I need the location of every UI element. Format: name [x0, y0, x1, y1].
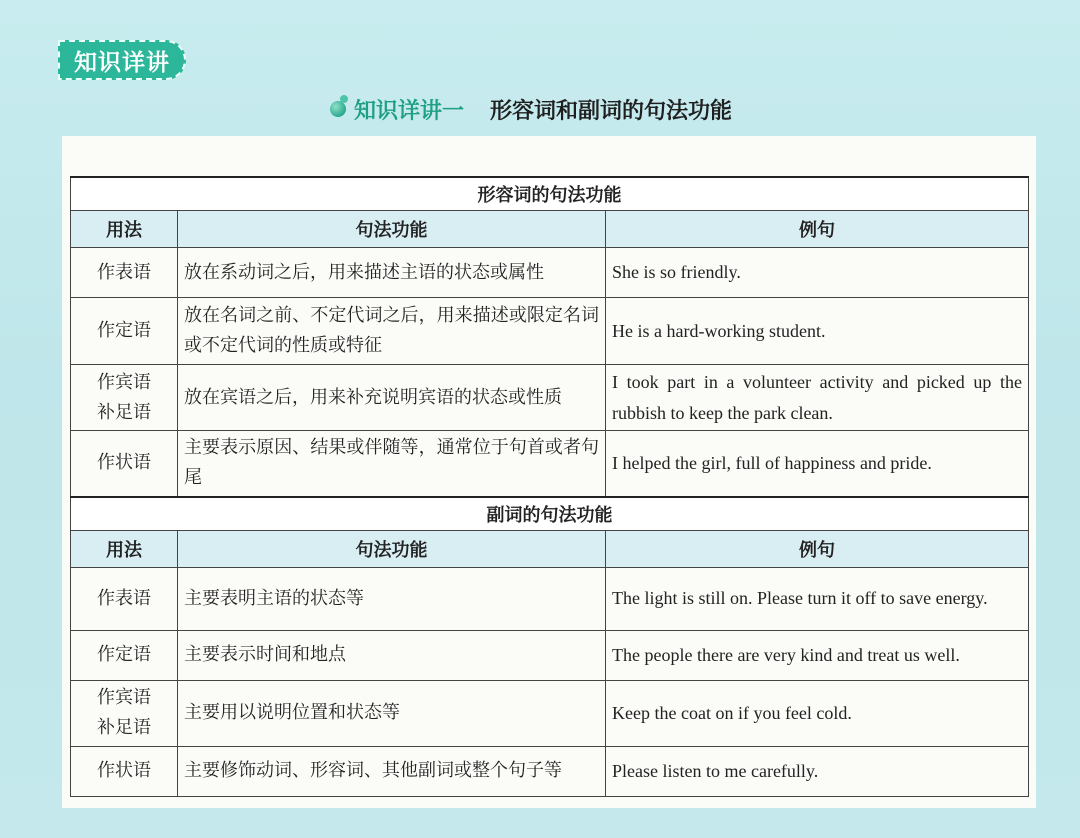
example-cell: He is a hard-working student. — [606, 298, 1029, 365]
usage-cell: 作状语 — [71, 746, 178, 796]
adverb-table-title: 副词的句法功能 — [71, 497, 1029, 531]
example-cell: The light is still on. Please turn it off to save energy. — [606, 567, 1029, 630]
function-cell: 主要表示时间和地点 — [178, 630, 606, 680]
function-cell: 主要修饰动词、形容词、其他副词或整个句子等 — [178, 746, 606, 796]
table-row — [71, 680, 1029, 746]
adjective-table-title: 形容词的句法功能 — [71, 177, 1029, 211]
header-example: 例句 — [606, 211, 1029, 248]
header-function: 句法功能 — [178, 530, 606, 567]
example-cell: Please listen to me carefully. — [606, 746, 1029, 796]
adverb-table-title-row — [71, 497, 1029, 531]
usage-cell: 作定语 — [71, 630, 178, 680]
table-row — [71, 298, 1029, 365]
header-example: 例句 — [606, 530, 1029, 567]
adjective-table-title-row — [71, 177, 1029, 211]
header-function: 句法功能 — [178, 211, 606, 248]
table-row — [71, 431, 1029, 497]
header-usage: 用法 — [71, 530, 178, 567]
usage-cell: 作宾语补足语 — [71, 680, 178, 746]
function-cell: 放在名词之前、不定代词之后，用来描述或限定名词或不定代词的性质或特征 — [178, 298, 606, 365]
bubble-dot-icon — [330, 101, 346, 117]
function-cell: 主要用以说明位置和状态等 — [178, 680, 606, 746]
header-usage: 用法 — [71, 211, 178, 248]
example-cell: She is so friendly. — [606, 248, 1029, 298]
function-cell: 放在宾语之后，用来补充说明宾语的状态或性质 — [178, 365, 606, 431]
usage-cell: 作定语 — [71, 298, 178, 365]
example-cell: The people there are very kind and treat us well. — [606, 630, 1029, 680]
syntax-function-table — [70, 176, 1028, 797]
adjective-header-row — [71, 211, 1029, 248]
example-cell: I helped the girl, full of happiness and pride. — [606, 431, 1029, 497]
usage-cell: 作表语 — [71, 567, 178, 630]
table-row — [71, 630, 1029, 680]
usage-cell: 作表语 — [71, 248, 178, 298]
example-cell: I took part in a volunteer activity and picked up the rubbish to keep the park clean. — [606, 365, 1029, 431]
table-row — [71, 248, 1029, 298]
badge-label: 知识详讲 — [74, 49, 170, 76]
usage-cell: 作状语 — [71, 431, 178, 497]
function-cell: 主要表明主语的状态等 — [178, 567, 606, 630]
function-cell: 主要表示原因、结果或伴随等，通常位于句首或者句尾 — [178, 431, 606, 497]
section-heading — [330, 92, 732, 126]
adverb-header-row — [71, 530, 1029, 567]
table-row — [71, 567, 1029, 630]
section-label: 知识详讲一 — [354, 98, 465, 124]
table-row — [71, 746, 1029, 796]
function-cell: 放在系动词之后，用来描述主语的状态或属性 — [178, 248, 606, 298]
usage-cell: 作宾语补足语 — [71, 365, 178, 431]
table-row — [71, 365, 1029, 431]
section-title: 形容词和副词的句法功能 — [490, 98, 733, 124]
example-cell: Keep the coat on if you feel cold. — [606, 680, 1029, 746]
knowledge-badge — [58, 40, 186, 80]
